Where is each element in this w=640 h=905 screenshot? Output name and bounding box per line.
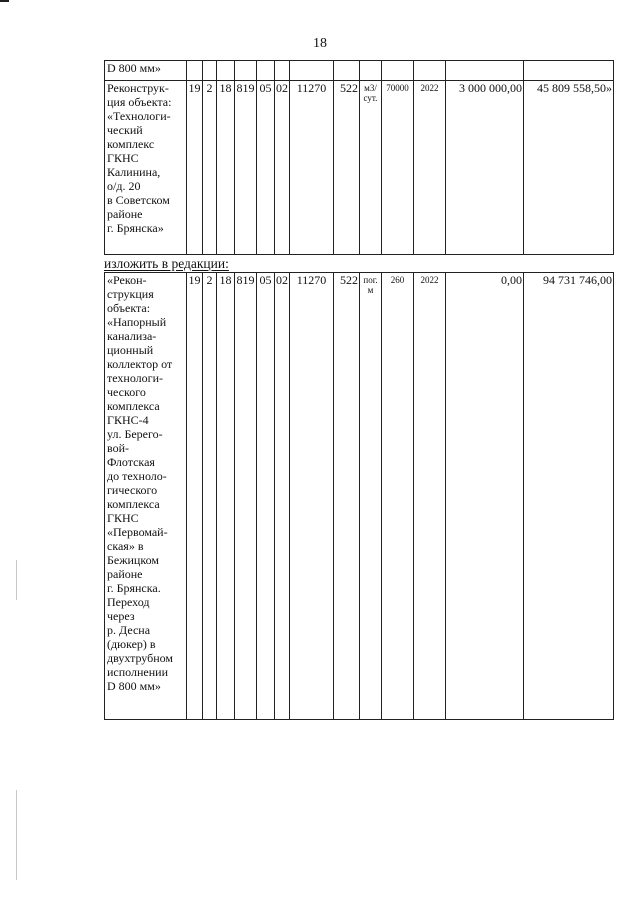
scan-margin-artifact [16,560,17,600]
amount-cell: 45 809 558,50» [524,81,614,255]
object-name-cell: Реконструк- ция объекта: «Технологи- ческий комплекс ГКНС Калинина, о/д. 20 в Советском районе г. Брянска» [105,81,187,255]
year-cell: 2022 [414,81,446,255]
year-cell: 2022 [414,273,446,720]
scan-margin-artifact [16,790,17,880]
unit-cell: м3/ сут. [360,81,382,255]
code-cell: 522 [334,81,360,255]
budget-table-old [104,60,614,255]
code-cell: 522 [334,273,360,720]
code-cell: 11270 [290,81,334,255]
code-cell: 05 [257,81,275,255]
budget-table-new [104,272,614,720]
table-row [105,61,614,81]
code-cell: 02 [275,81,290,255]
unit-cell: пог. м [360,273,382,720]
code-cell: 02 [275,273,290,720]
amount-cell: 0,00 [446,273,524,720]
amount-cell: 94 731 746,00 [524,273,614,720]
code-cell: 19 [187,81,203,255]
object-name-cell: «Рекон- струкция объекта: «Напорный канализа- ционный коллектор от технологи- ческого комплекса ГКНС-4 ул. Берего- вой- Флотская до техноло- гического комплекса ГКНС «Первомай- ская» в Бежицком районе г. Брянска. Переход через р. Десна (дюкер) в двухтрубном исполнении D 800 мм» [105,273,187,720]
code-cell: 2 [203,273,217,720]
code-cell: 05 [257,273,275,720]
table-row [105,81,614,255]
capacity-cell: 70000 [382,81,414,255]
code-cell: 11270 [290,273,334,720]
table-row [105,273,614,720]
amount-cell: 3 000 000,00 [446,81,524,255]
scan-edge-mark [0,0,9,2]
code-cell: 2 [203,81,217,255]
continuation-cell: D 800 мм» [105,61,187,81]
code-cell: 819 [235,81,257,255]
code-cell: 18 [217,81,235,255]
capacity-cell: 260 [382,273,414,720]
code-cell: 18 [217,273,235,720]
page-number: 18 [313,36,327,51]
redaction-label: изложить в редакции: [104,256,229,271]
code-cell: 19 [187,273,203,720]
code-cell: 819 [235,273,257,720]
